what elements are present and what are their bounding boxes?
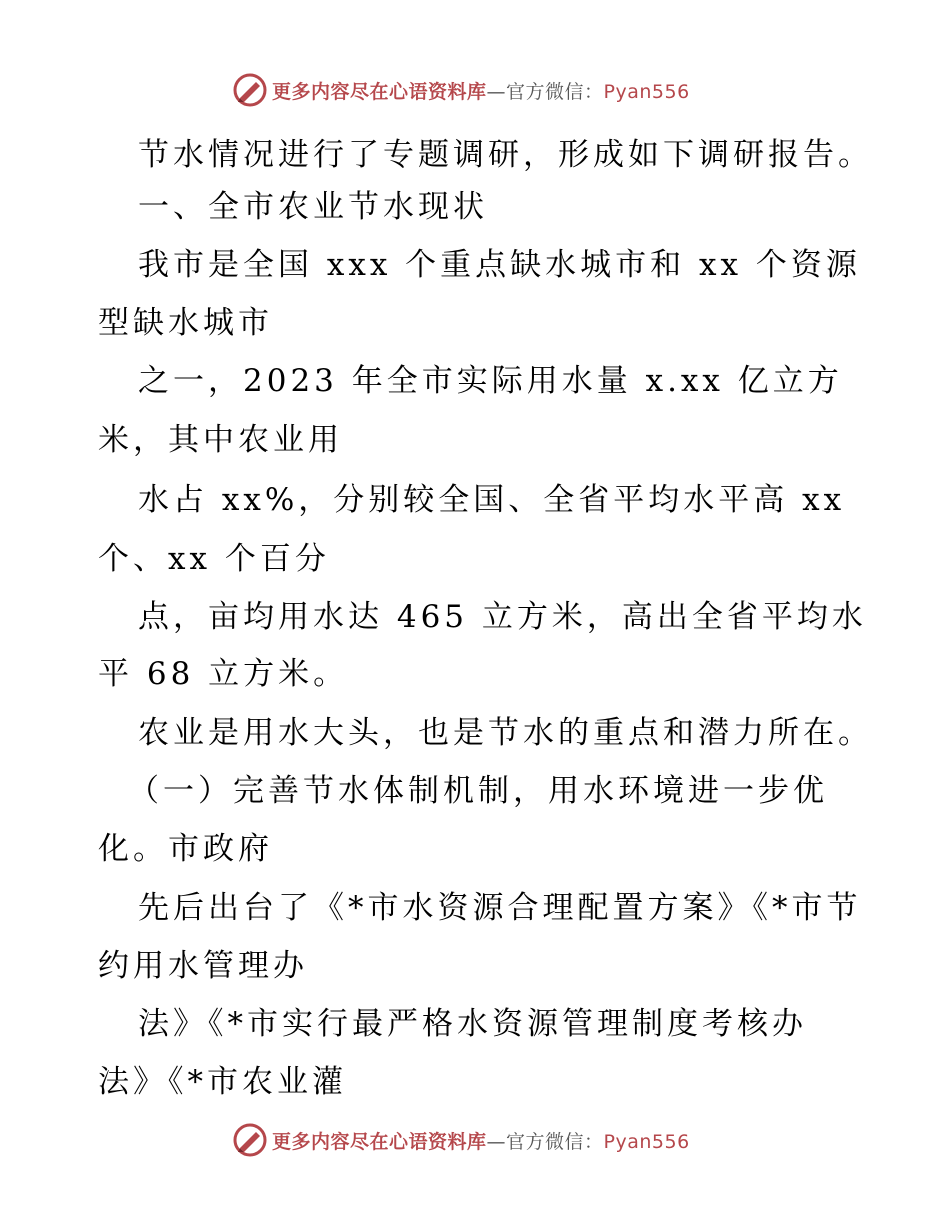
footer-banner-text [272,1127,690,1154]
paragraph-line: 平 68 立方米。 [98,656,349,692]
paragraph-line: 先后出台了《*市水资源合理配置方案》《*市节 [138,890,862,926]
paragraph-line: 化。市政府 [98,831,273,867]
header-site-name: 更多内容尽在心语资料库 [272,80,487,103]
footer-official-label: 官方微信： [506,1130,604,1153]
paragraph-line: 点，亩均用水达 465 立方米，高出全省平均水 [138,599,867,635]
paragraph-line: 节水情况进行了专题调研，形成如下调研报告。 [138,137,873,173]
pen-logo-icon [232,1122,268,1158]
paragraph-line: 法》《*市农业灌 [98,1064,347,1100]
paragraph-line: 法》《*市实行最严格水资源管理制度考核办 [138,1006,807,1042]
header-wechat-id: Pyan556 [603,80,690,103]
paragraph-line: 水占 xx%，分别较全国、全省平均水平高 xx [138,482,846,518]
paragraph-line: 我市是全国 xxx 个重点缺水城市和 xx 个资源 [138,247,861,283]
footer-banner [232,1120,732,1160]
footer-wechat-id: Pyan556 [603,1130,690,1153]
paragraph-line: 农业是用水大头，也是节水的重点和潜力所在。 [138,715,873,751]
subsection-heading: （一）完善节水体制机制，用水环境进一步优 [128,773,828,809]
footer-dash: — [486,1130,507,1153]
section-heading: 一、全市农业节水现状 [138,189,488,225]
paragraph-line: 约用水管理办 [98,948,308,984]
footer-site-name: 更多内容尽在心语资料库 [272,1130,487,1153]
header-dash: — [486,80,507,103]
paragraph-line: 个、xx 个百分 [98,541,330,577]
paragraph-line: 之一，2023 年全市实际用水量 x.xx 亿立方 [138,363,843,399]
paragraph-line: 米，其中农业用 [98,422,343,458]
header-official-label: 官方微信： [506,80,604,103]
paragraph-line: 型缺水城市 [98,305,273,341]
